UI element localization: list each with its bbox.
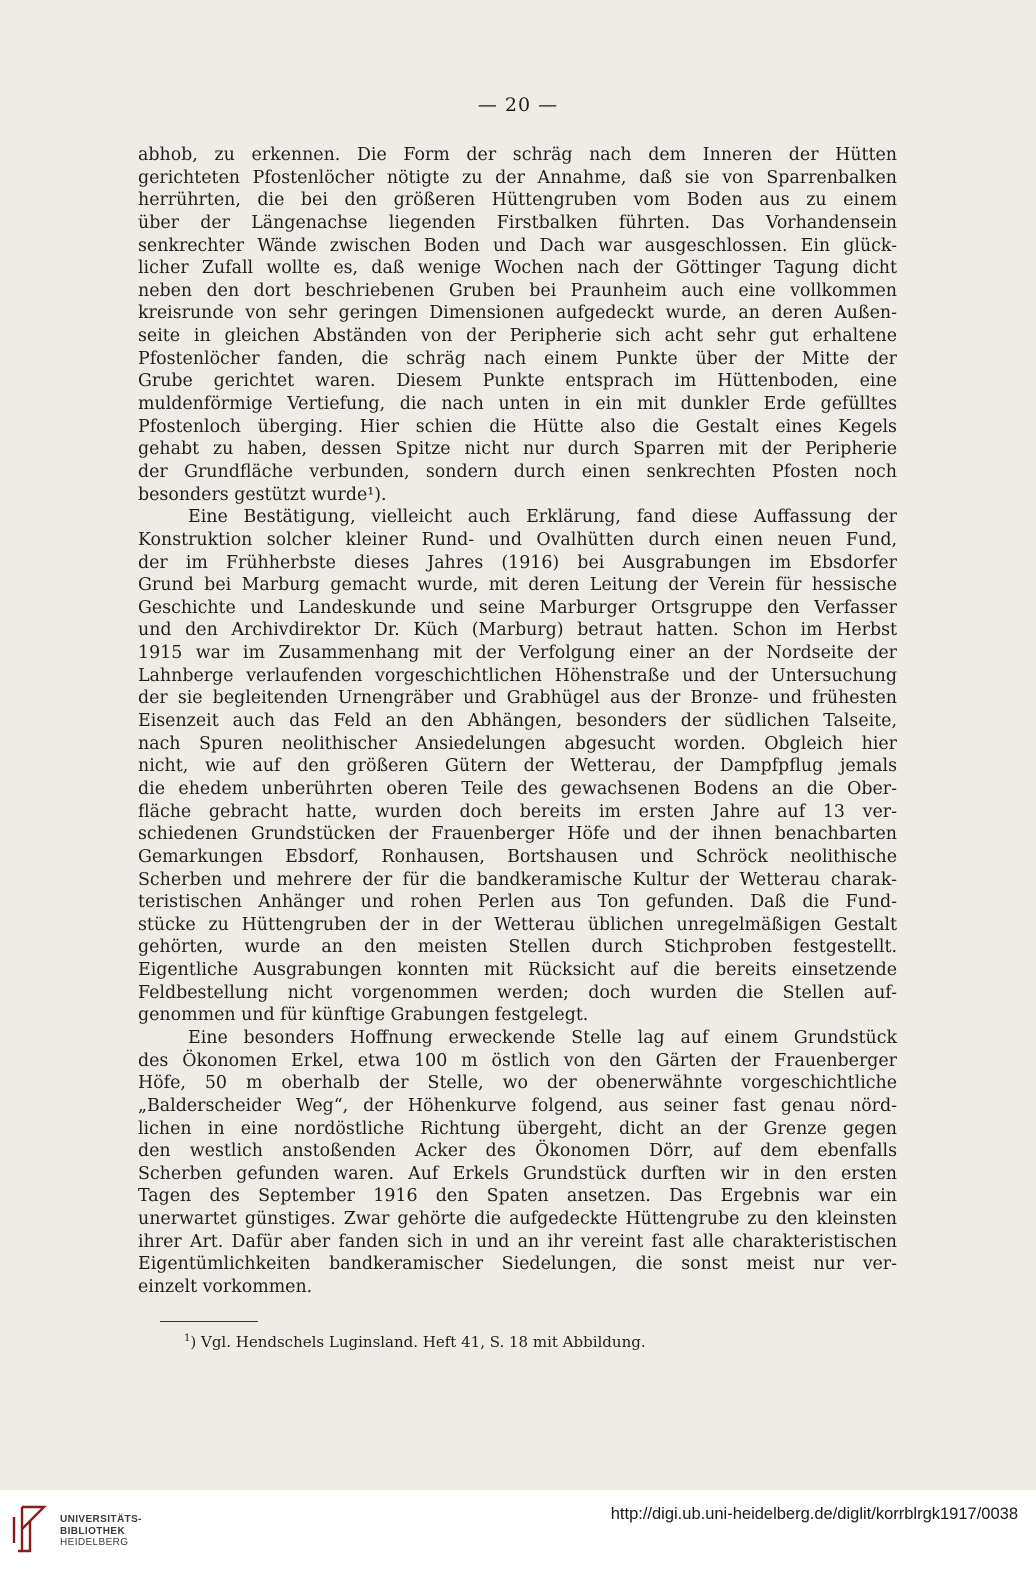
text-line: Pfostenloch überging. Hier schien die Hütte also die Gestalt eines Kegels (138, 416, 897, 437)
text-line: ihrer Art. Dafür aber fanden sich in und an ihr vereint fast alle charakteristischen (138, 1231, 897, 1252)
library-name-line-3: HEIDELBERG (60, 1537, 129, 1548)
footnote (184, 1333, 646, 1351)
text-line: unerwartet günstiges. Zwar gehörte die aufgedeckte Hüttengrube zu den kleinsten (138, 1209, 897, 1230)
text-line: nicht, wie auf den größeren Gütern der Wetterau, der Dampfpflug jemals (138, 756, 897, 777)
source-url-link[interactable]: http://digi.ub.uni-heidelberg.de/diglit/korrblrgk1917/0038 (610, 1505, 1018, 1523)
text-line: Pfostenlöcher fanden, die schräg nach einem Punkte über der Mitte der (138, 348, 897, 369)
text-line: Konstruktion solcher kleiner Rund- und Ovalhütten durch einen neuen Fund, (138, 529, 897, 550)
footnote-rule (160, 1321, 258, 1322)
text-line: fläche gebracht hatte, wurden doch bereits im ersten Jahre auf 13 ver- (138, 801, 897, 822)
text-line: licher Zufall wollte es, daß wenige Wochen nach der Göttinger Tagung dicht (138, 258, 897, 279)
text-line: der im Frühherbste dieses Jahres (1916) bei Ausgrabungen im Ebsdorfer (138, 552, 897, 573)
text-line: schiedenen Grundstücken der Frauenberger Höfe und der ihnen benachbarten (138, 824, 897, 845)
text-line: des Ökonomen Erkel, etwa 100 m östlich von den Gärten der Frauenberger (138, 1050, 897, 1071)
text-line: Höfe, 50 m oberhalb der Stelle, wo der obenerwähnte vorgeschichtliche (138, 1073, 897, 1094)
text-line: Eisenzeit auch das Feld an den Abhängen, besonders der südlichen Talseite, (138, 711, 897, 732)
text-line: besonders gestützt wurde¹). (138, 484, 387, 505)
text-line: Tagen des September 1916 den Spaten ansetzen. Das Ergebnis war ein (138, 1186, 897, 1207)
text-line: nach Spuren neolithischer Ansiedelungen abgesucht worden. Obgleich hier (138, 733, 897, 754)
text-line: abhob, zu erkennen. Die Form der schräg nach dem Inneren der Hütten (138, 145, 897, 165)
text-line: genommen und für künftige Grabungen festgelegt. (138, 1005, 589, 1026)
library-name[interactable] (60, 1514, 142, 1549)
text-line: Scherben und mehrere der für die bandkeramische Kultur der Wetterau charak- (138, 869, 897, 890)
text-line: den westlich anstoßenden Acker des Ökonomen Dörr, auf dem ebenfalls (138, 1141, 897, 1162)
text-line: kreisrunde von sehr geringen Dimensionen aufgedeckt wurde, an deren Außen- (138, 303, 897, 324)
library-name-line-1: UNIVERSITÄTS- (60, 1514, 142, 1525)
text-line: herrührten, die bei den größeren Hüttengruben vom Boden aus zu einem (138, 190, 897, 211)
paragraph (138, 1027, 897, 1299)
text-line: gehabt zu haben, dessen Spitze nicht nur durch Sparren mit der Peripherie (138, 439, 897, 460)
text-line: 1915 war im Zusammenhang mit der Verfolgung einer an der Nordseite der (138, 643, 897, 664)
text-line: gehörten, wurde an den meisten Stellen durch Stichproben festgestellt. (138, 937, 897, 958)
text-line: und den Archivdirektor Dr. Küch (Marburg) betraut hatten. Schon im Herbst (138, 620, 897, 641)
text-line: Geschichte und Landeskunde und seine Marburger Ortsgruppe den Verfasser (138, 597, 897, 618)
text-line: Grund bei Marburg gemacht wurde, mit deren Leitung der Verein für hessische (138, 575, 897, 596)
text-line: gerichteten Pfostenlöcher nötigte zu der Annahme, daß sie von Sparrenbalken (138, 167, 897, 188)
text-line: Gemarkungen Ebsdorf, Ronhausen, Bortshausen und Schröck neolithische (138, 846, 897, 867)
paragraph (138, 144, 897, 506)
text-line: senkrechter Wände zwischen Boden und Dach war ausgeschlossen. Ein glück- (138, 235, 897, 256)
text-line: Eine Bestätigung, vielleicht auch Erklärung, fand diese Auffassung der (188, 507, 897, 528)
text-line: „Balderscheider Weg“, der Höhenkurve folgend, aus seiner fast genau nörd- (138, 1095, 897, 1116)
text-line: Scherben gefunden waren. Auf Erkels Grundstück durften wir in den ersten (138, 1163, 897, 1184)
text-line: Eigentümlichkeiten bandkeramischer Siedelungen, die sonst meist nur ver- (138, 1254, 897, 1275)
text-line: der sie begleitenden Urnengräber und Grabhügel aus der Bronze- und frühesten (138, 688, 897, 709)
footnote-marker: 1 (184, 1333, 191, 1344)
text-line: neben den dort beschriebenen Gruben bei Praunheim auch eine vollkommen (138, 280, 897, 301)
body-text (138, 144, 897, 1299)
text-line: Grube gerichtet waren. Diesem Punkte entsprach im Hüttenboden, eine (138, 371, 897, 392)
text-line: Lahnberge verlaufenden vorgeschichtlichen Höhenstraße und der Untersuchung (138, 665, 897, 686)
footnote-text: ) Vgl. Hendschels Luginsland. Heft 41, S. 18 mit Abbildung. (190, 1333, 646, 1351)
library-logo-icon[interactable] (8, 1503, 52, 1555)
text-line: stücke zu Hüttengruben der in der Wetterau üblichen unregelmäßigen Gestalt (138, 914, 897, 935)
text-line: die ehedem unberührten oberen Teile des gewachsenen Bodens an die Ober- (138, 778, 897, 799)
text-line: muldenförmige Vertiefung, die nach unten in ein mit dunkler Erde gefülltes (138, 394, 897, 415)
text-line: Feldbestellung nicht vorgenommen werden; doch wurden die Stellen auf- (138, 982, 897, 1003)
text-line: Eigentliche Ausgrabungen konnten mit Rücksicht auf die bereits einsetzende (138, 960, 897, 981)
text-line: über der Längenachse liegenden Firstbalken führten. Das Vorhandensein (138, 212, 897, 233)
paragraph (138, 506, 897, 1027)
text-line: Eine besonders Hoffnung erweckende Stelle lag auf einem Grundstück (188, 1027, 897, 1048)
text-line: lichen in eine nordöstliche Richtung übergeht, dicht an der Grenze gegen (138, 1118, 897, 1139)
text-line: der Grundfläche verbunden, sondern durch einen senkrechten Pfosten noch (138, 461, 897, 482)
page-number: — 20 — (477, 94, 559, 116)
text-line: teristischen Anhänger und rohen Perlen aus Ton gefunden. Daß die Fund- (138, 892, 897, 913)
library-name-line-2: BIBLIOTHEK (60, 1525, 126, 1537)
text-line: einzelt vorkommen. (138, 1277, 313, 1298)
text-line: seite in gleichen Abständen von der Peripherie sich acht sehr gut erhaltene (138, 326, 897, 347)
